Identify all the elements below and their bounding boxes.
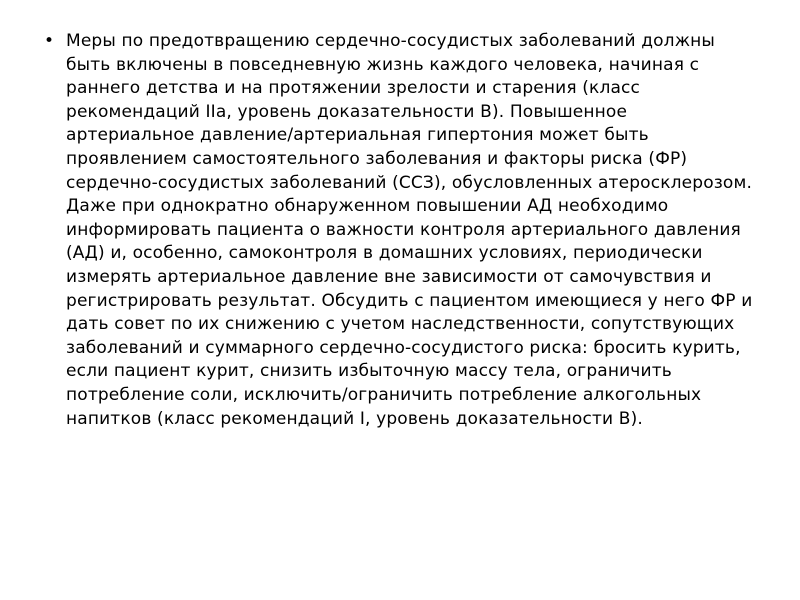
bullet-item (44, 30, 760, 431)
bullet-text: Меры по предотвращению сердечно-сосудистых заболеваний должны быть включены в повседневную жизнь каждого человека, начиная с раннего детства и на протяжении зрелости и старения (класс рекомендаций IIa, уровень доказательности B). Повышенное артериальное давление/артериальная гипертония может быть проявлением самостоятельного заболевания и факторы риска (ФР) сердечно-сосудистых заболеваний (ССЗ), обусловленных атеросклерозом. Даже при однократно обнаруженном повышении АД необходимо информировать пациента о важности контроля артериального давления (АД) и, особенно, самоконтроля в домашних условиях, периодически измерять артериальное давление вне зависимости от самочувствия и регистрировать результат. Обсудить с пациентом имеющиеся у него ФР и дать совет по их снижению с учетом наследственности, сопутствующих заболеваний и суммарного сердечно-сосудистого риска: бросить курить, если пациент курит, снизить избыточную массу тела, ограничить потребление соли, исключить/ограничить потребление алкогольных напитков (класс рекомендаций I, уровень доказательности B). (66, 31, 753, 429)
bullet-marker: • (44, 31, 55, 51)
bullet-list (44, 30, 760, 431)
